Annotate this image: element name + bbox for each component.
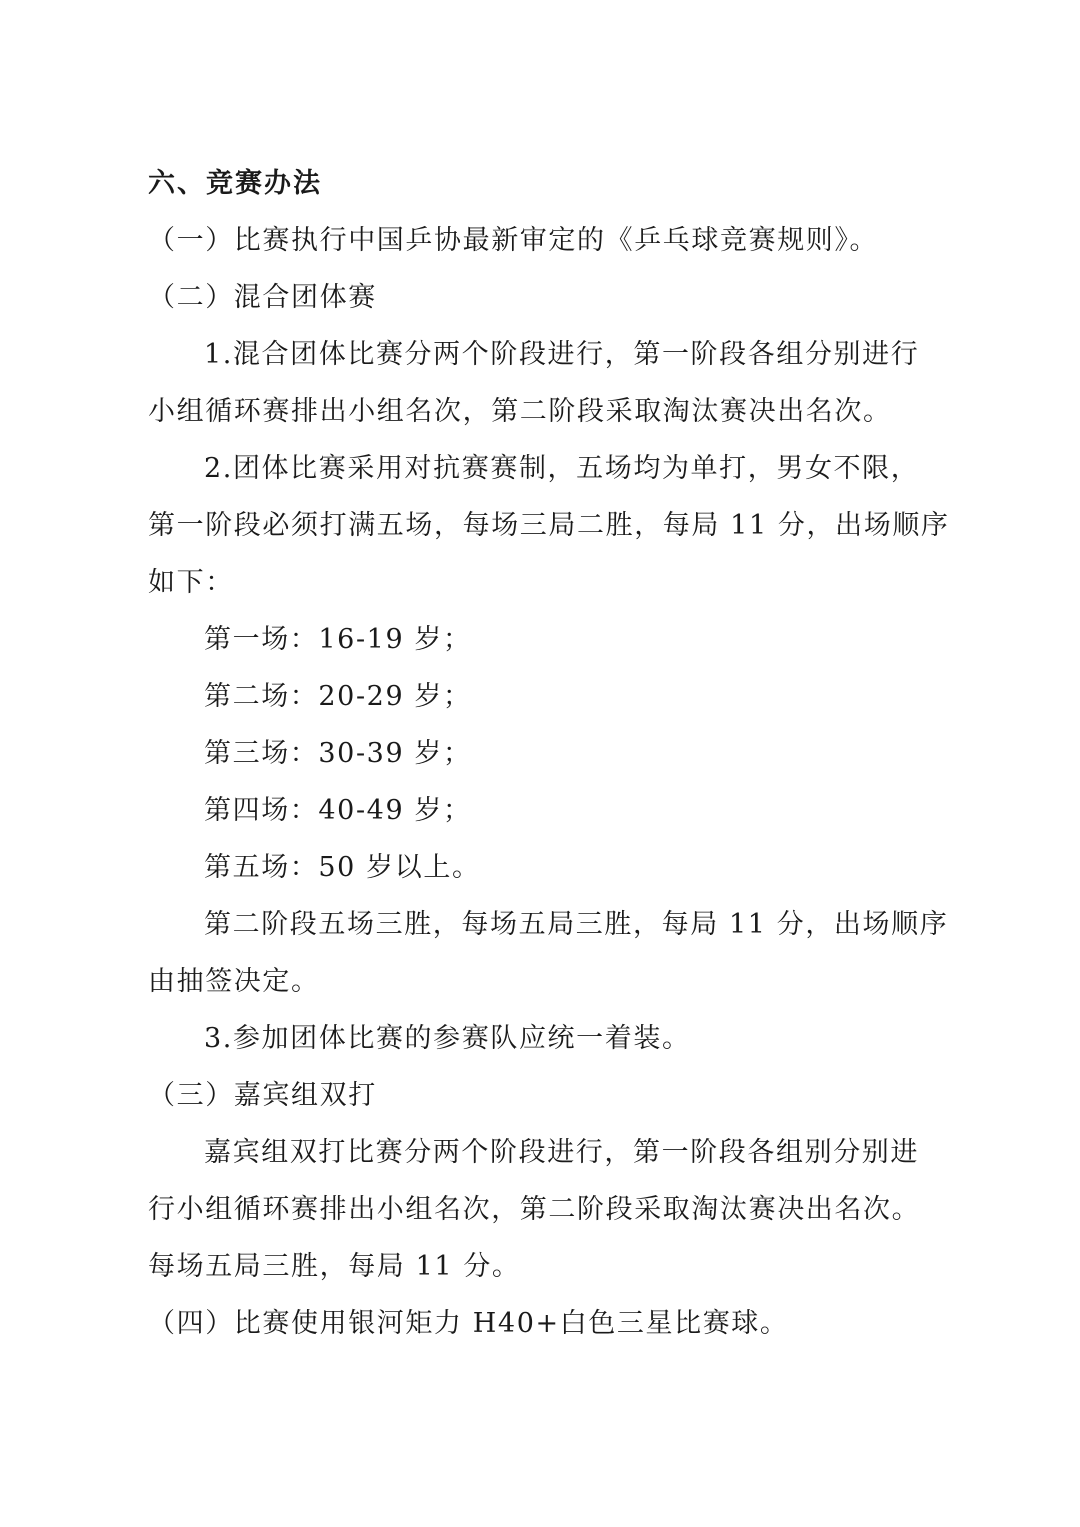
- paragraph-line: 2.团体比赛采用对抗赛赛制，五场均为单打，男女不限，: [204, 453, 920, 484]
- section-heading: 六、竞赛办法: [148, 168, 322, 199]
- paragraph-line: 第二阶段五场三胜，每场五局三胜，每局 11 分，出场顺序: [204, 909, 949, 940]
- match-order-item: 第五场：50 岁以上。: [204, 852, 481, 883]
- paragraph-line: 3.参加团体比赛的参赛队应统一着装。: [204, 1023, 691, 1054]
- paragraph-line: 嘉宾组双打比赛分两个阶段进行，第一阶段各组别分别进: [204, 1137, 919, 1168]
- paragraph-line: 由抽签决定。: [148, 966, 320, 997]
- match-order-item: 第一场：16-19 岁；: [204, 624, 472, 655]
- paragraph-line: 1.混合团体比赛分两个阶段进行，第一阶段各组分别进行: [204, 339, 920, 370]
- subheading-team: （二）混合团体赛: [148, 282, 377, 313]
- subheading-doubles: （三）嘉宾组双打: [148, 1080, 377, 1111]
- paragraph-line: 行小组循环赛排出小组名次，第二阶段采取淘汰赛决出名次。: [148, 1194, 921, 1225]
- match-order-item: 第四场：40-49 岁；: [204, 795, 472, 826]
- match-order-item: 第三场：30-39 岁；: [204, 738, 472, 769]
- paragraph-line: 如下：: [148, 567, 234, 598]
- match-order-item: 第二场：20-29 岁；: [204, 681, 472, 712]
- paragraph-line: 第一阶段必须打满五场，每场三局二胜，每局 11 分，出场顺序: [148, 510, 950, 541]
- paragraph-line: 小组循环赛排出小组名次，第二阶段采取淘汰赛决出名次。: [148, 396, 892, 427]
- rule-item-4: （四）比赛使用银河矩力 H40+白色三星比赛球。: [148, 1308, 789, 1339]
- paragraph-line: 每场五局三胜，每局 11 分。: [148, 1251, 521, 1282]
- rule-item-1: （一）比赛执行中国乒协最新审定的《乒乓球竞赛规则》。: [148, 225, 879, 256]
